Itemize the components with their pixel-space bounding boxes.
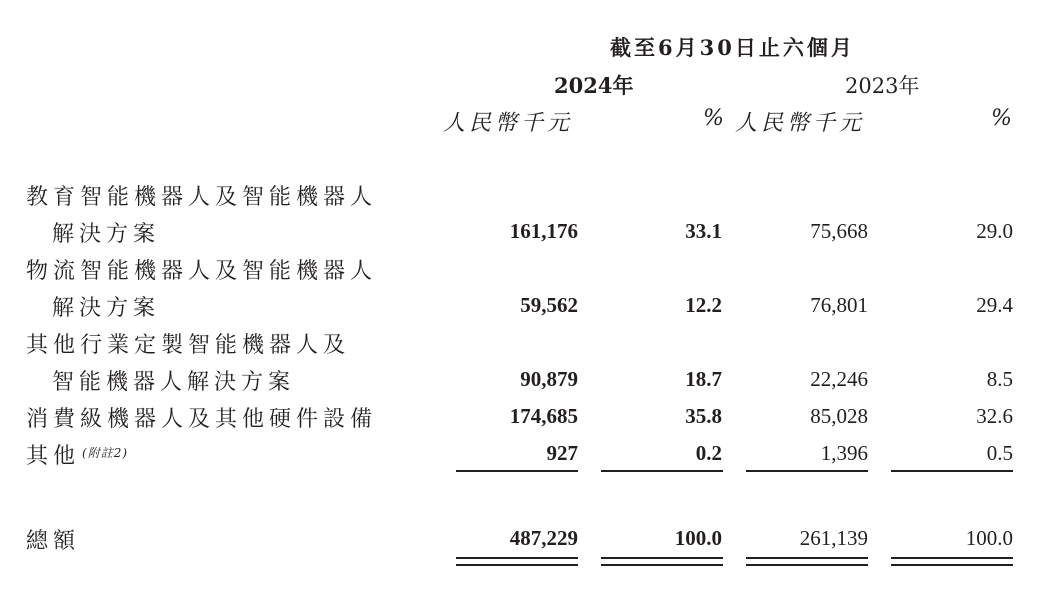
- unit-rmb-2023: 人民幣千元: [735, 111, 866, 136]
- percent-2023: 29.0: [976, 219, 1013, 243]
- total-label: 總額: [26, 529, 81, 554]
- row-label-continued: 解決方案: [52, 296, 161, 321]
- total-value-2024: 487,229: [509, 526, 578, 550]
- value-2024: 90,879: [520, 367, 578, 391]
- pct-2023-heading: %: [991, 106, 1016, 131]
- row-label: [26, 439, 128, 470]
- value-2023: 76,801: [810, 293, 868, 317]
- percent-2023: 32.6: [976, 404, 1013, 428]
- percent-2024: 33.1: [685, 219, 722, 243]
- percent-2024: 12.2: [685, 293, 722, 317]
- total-double-rule: [601, 557, 723, 566]
- total-percent-2023: 100.0: [965, 526, 1013, 550]
- row-label-text: 其他: [26, 444, 81, 469]
- subtotal-rule: [456, 470, 578, 472]
- row-label: 教育智能機器人及智能機器人: [26, 185, 378, 210]
- value-2023: 75,668: [810, 219, 868, 243]
- total-double-rule: [456, 557, 578, 566]
- row-label: 消費級機器人及其他硬件設備: [26, 407, 378, 432]
- pct-2024-heading: %: [703, 106, 728, 131]
- period-heading: 截至6月30日止六個月: [610, 35, 855, 60]
- subtotal-rule: [891, 470, 1013, 472]
- value-2023: 1,396: [820, 441, 868, 465]
- year-2023-heading: 2023年: [845, 74, 920, 98]
- total-double-rule: [746, 557, 868, 566]
- row-label-continued: 解決方案: [52, 222, 161, 247]
- percent-2023: 0.5: [986, 441, 1013, 465]
- value-2024: 161,176: [509, 219, 578, 243]
- total-value-2023: 261,139: [799, 526, 868, 550]
- row-label: 物流智能機器人及智能機器人: [26, 259, 378, 284]
- subtotal-rule: [601, 470, 723, 472]
- value-2023: 85,028: [810, 404, 868, 428]
- value-2023: 22,246: [810, 367, 868, 391]
- unit-rmb-2024: 人民幣千元: [443, 111, 574, 136]
- value-2024: 59,562: [520, 293, 578, 317]
- value-2024: 927: [546, 441, 578, 465]
- year-2024-heading: 2024年: [554, 73, 634, 98]
- total-percent-2024: 100.0: [674, 526, 722, 550]
- percent-2024: 18.7: [685, 367, 722, 391]
- percent-2024: 0.2: [695, 441, 722, 465]
- row-label: 其他行業定製智能機器人及: [26, 333, 351, 358]
- footnote-ref: (附註2): [82, 446, 129, 460]
- subtotal-rule: [746, 470, 868, 472]
- row-label-continued: 智能機器人解決方案: [52, 370, 296, 395]
- value-2024: 174,685: [509, 404, 578, 428]
- percent-2024: 35.8: [685, 404, 722, 428]
- total-double-rule: [891, 557, 1013, 566]
- percent-2023: 29.4: [976, 293, 1013, 317]
- percent-2023: 8.5: [986, 367, 1013, 391]
